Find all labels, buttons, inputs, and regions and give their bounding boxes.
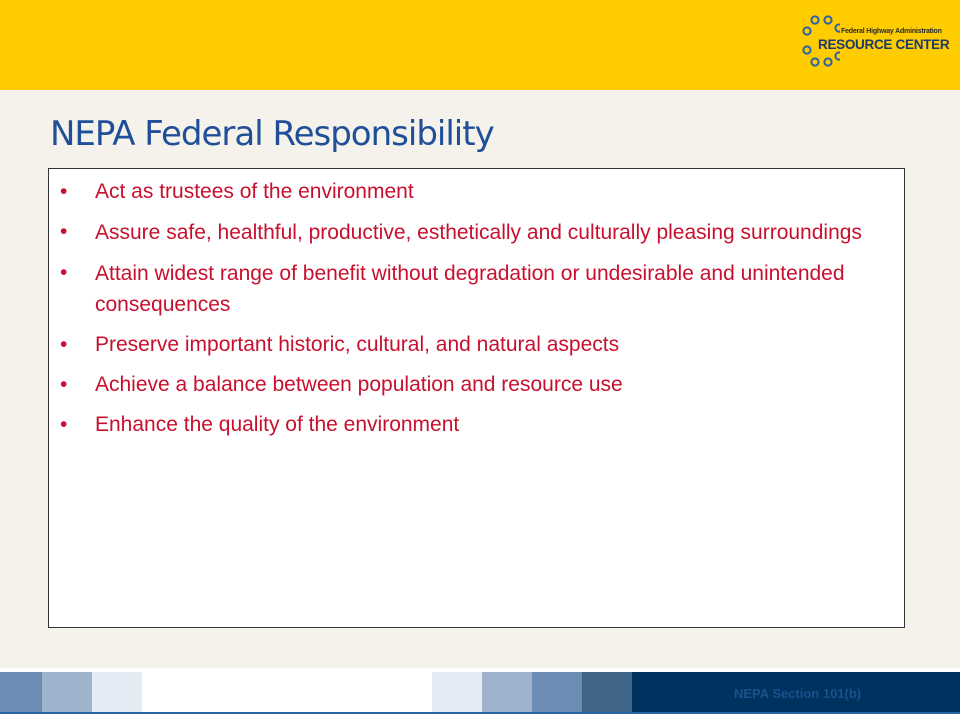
- list-item: [49, 177, 864, 207]
- footer-divider: [0, 712, 960, 714]
- bullet-icon: •: [60, 373, 68, 396]
- footer-segment: [432, 672, 482, 712]
- footer-label: NEPA Section 101(b): [734, 686, 862, 701]
- footer-segment: [582, 672, 632, 712]
- logo-subtitle: Federal Highway Administration: [841, 28, 942, 35]
- footer-segment: [142, 672, 432, 712]
- footer-segment: [0, 672, 42, 712]
- bullet-text: Preserve important historic, cultural, and natural aspects: [95, 333, 620, 356]
- list-item: [49, 217, 864, 248]
- content-box: [48, 168, 905, 628]
- footer-segment: [42, 672, 92, 712]
- footer-bar: [0, 672, 960, 720]
- page-title: NEPA Federal Responsibility: [50, 114, 494, 154]
- bullet-icon: •: [60, 333, 68, 356]
- bullet-text: Achieve a balance between population and resource use: [95, 373, 623, 396]
- bullet-text: Enhance the quality of the environment: [95, 413, 460, 436]
- bullet-icon: •: [60, 261, 68, 284]
- list-item: [49, 258, 864, 320]
- bullet-icon: •: [60, 413, 68, 436]
- logo-title: RESOURCE CENTER: [818, 37, 950, 52]
- list-item: [49, 410, 864, 440]
- bullet-text: Attain widest range of benefit without degradation or undesirable and unintended consequences: [95, 262, 845, 316]
- footer-segment: [92, 672, 142, 712]
- bullet-icon: •: [60, 180, 68, 203]
- list-item: [49, 330, 864, 360]
- bullet-icon: •: [60, 220, 68, 243]
- footer-segment: [482, 672, 532, 712]
- list-item: [49, 370, 864, 400]
- resource-center-logo: [800, 14, 950, 74]
- footer-segment: [532, 672, 582, 712]
- bullet-list: [49, 169, 904, 440]
- bullet-text: Act as trustees of the environment: [95, 180, 414, 203]
- bullet-text: Assure safe, healthful, productive, esthetically and culturally pleasing surroundings: [95, 221, 862, 244]
